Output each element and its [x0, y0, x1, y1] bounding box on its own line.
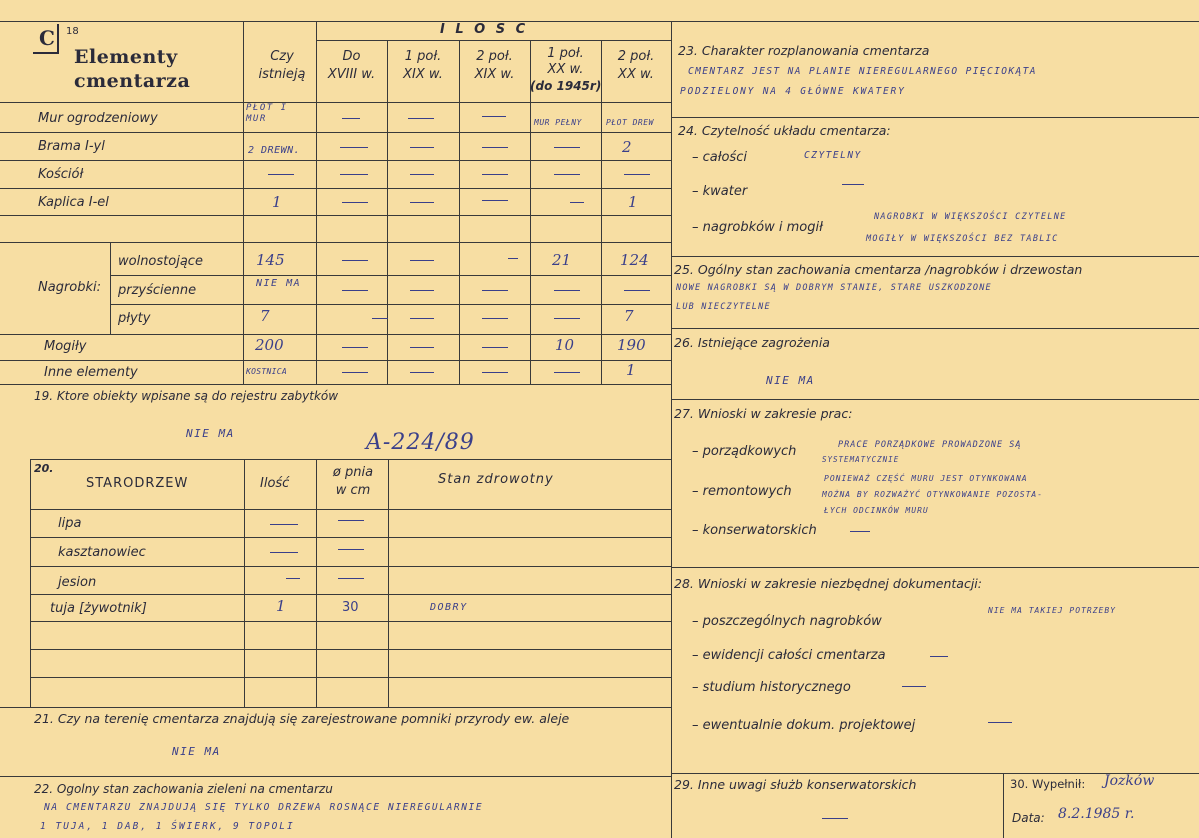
s28-item-records: – ewidencji całości cmentarza	[692, 648, 886, 663]
s30-date: 8.2.1985 r.	[1058, 806, 1135, 822]
s30-label: 30. Wypełnił:	[1010, 777, 1086, 791]
s20-row-kasztanowiec: kasztanowiec	[58, 545, 146, 560]
cell-chapel-c5: 1	[628, 193, 638, 211]
s24-graves-line2: MOGIŁY W WIĘKSZOŚCI BEZ TABLIC	[866, 234, 1059, 244]
s20-tuja-count: 1	[276, 597, 286, 615]
s21-answer: NIE MA	[172, 745, 221, 758]
s20-tuja-diameter: 30	[342, 600, 359, 615]
col-header-1: Do XVIII w.	[327, 49, 376, 82]
row-label-other: Inne elementy	[44, 365, 138, 380]
s28-answer: NIE MA TAKIEJ POTRZEBY	[988, 606, 1116, 615]
s27-repair-line2: MOŻNA BY ROZWAŻYĆ OTYNKOWANIE POZOSTA-	[822, 490, 1044, 499]
s24-quarters-value	[842, 184, 864, 185]
s27-order-line1: PRACE PORZĄDKOWE PROWADZONE SĄ	[838, 440, 1022, 450]
cell-graves-c4: 10	[555, 336, 575, 354]
s21-label: 21. Czy na terenię cmentarza znajdują się zarejestrowane pomniki przyrody ew. aleje	[34, 711, 570, 726]
col-header-2: 1 poł. XIX w.	[403, 49, 443, 82]
s20-label: 20.	[34, 462, 54, 475]
cell-gate-c5: 2	[622, 138, 632, 156]
cell-graves-exists: 200	[255, 336, 284, 354]
s27-repair-label: – remontowych	[692, 484, 792, 499]
cell-other-c5: 1	[626, 361, 636, 379]
s28-label: 28. Wnioski w zakresie niezbędnej dokumentacji:	[674, 576, 982, 591]
s28-item-project: – ewentualnie dokum. projektowej	[692, 718, 916, 733]
s20-col-diameter: ø pnia w cm	[332, 465, 374, 498]
s29-label: 29. Inne uwagi służb konserwatorskich	[674, 777, 917, 792]
s20-row-lipa: lipa	[58, 516, 82, 531]
s20-tuja-health: DOBRY	[430, 602, 468, 613]
s25-label: 25. Ogólny stan zachowania cmentarza /nagrobków i drzewostan	[674, 262, 1083, 277]
s26-answer: NIE MA	[766, 374, 815, 387]
s22-line2: 1 TUJA, 1 DAB, 1 ŚWIERK, 9 TOPOLI	[40, 821, 295, 832]
s25-line1: NOWE NAGROBKI SĄ W DOBRYM STANIE, STARE USZKODZONE	[676, 283, 992, 293]
cell-gate-exists: 2 DREWN.	[248, 145, 301, 156]
row-label-nagrobki: Nagrobki:	[38, 280, 102, 295]
corner-superscript: 18	[66, 26, 79, 37]
s30-date-label: Data:	[1012, 811, 1045, 825]
s28-item-graves: – poszczególnych nagrobków	[692, 614, 882, 629]
cell-slabs-exists: 7	[260, 307, 270, 325]
cell-chapel-exists: 1	[272, 193, 282, 211]
s20-row-tuja: tuja [żywotnik]	[50, 601, 147, 616]
cell-wall-c4: MUR PEŁNY	[534, 118, 582, 127]
s19-answer: NIE MA	[186, 427, 235, 440]
quantity-header: I L O S C	[440, 22, 529, 37]
row-label-slabs: płyty	[118, 311, 151, 326]
s25-line2: LUB NIECZYTELNE	[676, 302, 771, 312]
cell-slabs-c5: 7	[624, 307, 634, 325]
s27-repair-line1: PONIEWAŻ CZĘŚĆ MURU JEST OTYNKOWANA	[824, 474, 1028, 483]
s24-quarters-label: – kwater	[692, 184, 748, 199]
s27-repair-line3: ŁYCH ODCINKÓW MURU	[824, 506, 929, 515]
row-label-wall: Mur ogrodzeniowy	[38, 111, 158, 126]
s20-col-health: Stan zdrowotny	[438, 472, 554, 487]
row-label-graves: Mogiły	[44, 339, 87, 354]
s27-conservation-label: – konserwatorskich	[692, 523, 817, 538]
s24-whole-label: – całości	[692, 150, 747, 165]
cell-wall-exists: PŁOT I MUR	[246, 103, 288, 124]
cell-freestanding-exists: 145	[256, 251, 285, 269]
s24-label: 24. Czytelność układu cmentarza:	[678, 123, 891, 138]
s24-graves-line1: NAGROBKI W WIĘKSZOŚCI CZYTELNE	[874, 212, 1067, 222]
s23-label: 23. Charakter rozplanowania cmentarza	[678, 43, 930, 58]
s26-label: 26. Istniejące zagrożenia	[674, 335, 830, 350]
col-exists-header: Czy istnieją	[258, 49, 306, 82]
row-label-wall-mounted: przyścienne	[118, 283, 197, 298]
s24-whole-value: CZYTELNY	[804, 150, 862, 161]
col-header-4: 1 poł. XX w. (do 1945r)	[530, 46, 602, 93]
s28-item-history: – studium historycznego	[692, 680, 851, 695]
s27-order-line2: SYSTEMATYCZNIE	[822, 455, 900, 464]
row-label-freestanding: wolnostojące	[118, 254, 203, 269]
row-label-chapel: Kaplica I-el	[38, 195, 109, 210]
s27-label: 27. Wnioski w zakresie prac:	[674, 406, 853, 421]
elements-title-1: Elementy	[74, 46, 178, 68]
elements-title-2: cmentarza	[74, 70, 191, 92]
cell-wallmounted-exists: NIE MA	[256, 278, 302, 289]
col-header-3: 2 poł. XIX w.	[474, 49, 515, 82]
s22-label: 22. Ogolny stan zachowania zieleni na cmentarzu	[34, 782, 333, 796]
s23-line1: CMENTARZ JEST NA PLANIE NIEREGULARNEGO PIĘCIOKĄTA	[688, 66, 1037, 77]
col-header-5: 2 poł. XX w.	[617, 49, 655, 82]
s22-line1: NA CMENTARZU ZNAJDUJĄ SIĘ TYLKO DRZEWA ROSNĄCE NIEREGULARNIE	[44, 802, 484, 813]
cell-freestanding-c5: 124	[620, 251, 649, 269]
row-label-church: Kościół	[38, 167, 84, 182]
row-label-gate: Brama I-yl	[38, 139, 105, 154]
cell-freestanding-c4: 21	[552, 251, 572, 269]
corner-letter: C	[39, 26, 56, 50]
s24-graves-label: – nagrobków i mogił	[692, 220, 823, 235]
s20-col-count: Ilość	[260, 476, 290, 491]
frame-top	[0, 21, 1199, 22]
s19-register-number: A-224/89	[366, 430, 475, 455]
cell-other-exists: KOSTNICA	[246, 367, 287, 376]
s27-order-label: – porządkowych	[692, 444, 797, 459]
s20-row-jesion: jesion	[58, 575, 97, 590]
cell-wall-c5: PŁOT DREW	[606, 118, 654, 127]
s30-signature: Jozków	[1104, 773, 1155, 789]
s27-conservation-value	[850, 531, 870, 532]
s20-header: STARODRZEW	[86, 476, 189, 491]
s23-line2: PODZIELONY NA 4 GŁÓWNE KWATERY	[680, 86, 906, 97]
s19-label: 19. Ktore obiekty wpisane są do rejestru zabytków	[34, 389, 339, 403]
cell-graves-c5: 190	[617, 336, 646, 354]
center-divider	[671, 21, 672, 838]
